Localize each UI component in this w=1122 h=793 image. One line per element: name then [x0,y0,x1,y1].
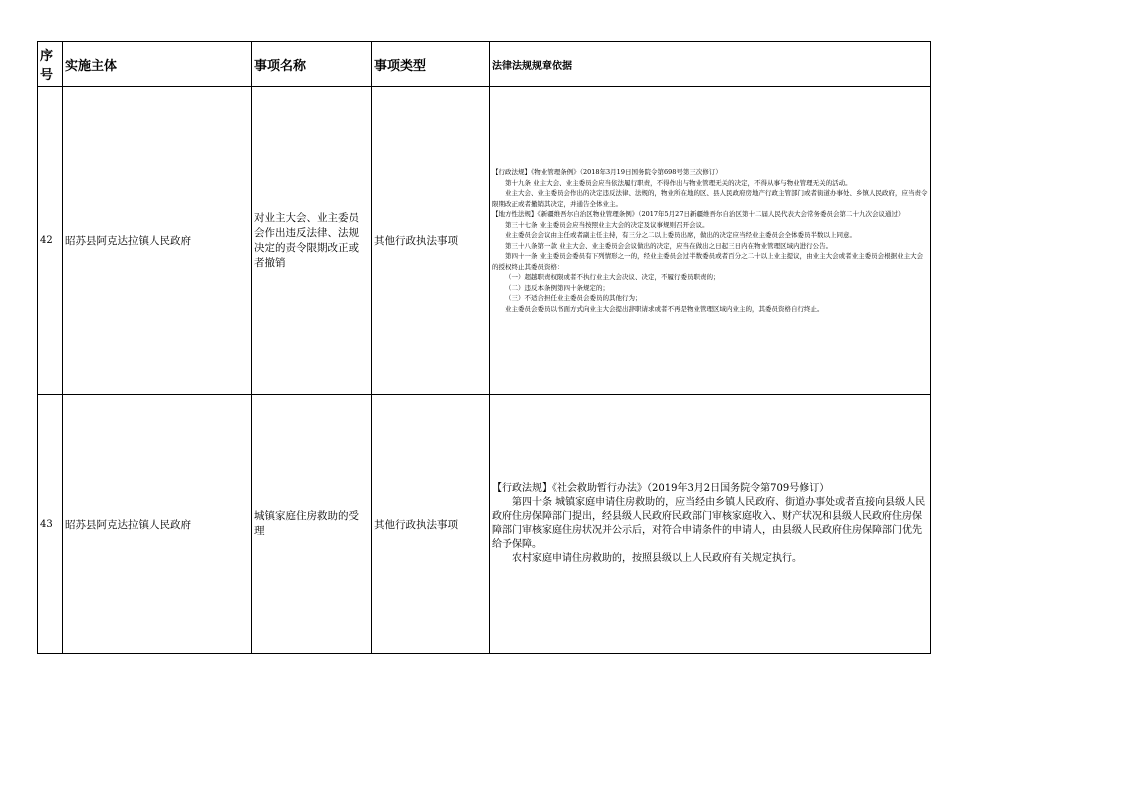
basis-line: 业主委员会会议由主任或者副主任主持，有三分之二以上委员出席，做出的决定应当经业主委员会全体委员半数以上同意。 [505,231,856,239]
basis-line: 业主委员会委员以书面方式向业主大会提出辞职请求或者不再是物业管理区域内业主的，其委员资格自行终止。 [505,304,824,313]
row-subject: 昭苏县阿克达拉镇人民政府 [63,87,252,395]
header-seq: 序号 [38,42,63,87]
basis-line: （二）违反本条例第四十条规定的； [505,283,609,292]
row-seq: 42 [38,87,63,395]
header-subject: 实施主体 [63,42,252,87]
basis-line: 第三十七条 业主委员会应当按照业主大会的决定及议事规则召开会议。 [505,220,709,229]
row-basis [490,87,931,395]
basis-line: 第四十条 城镇家庭申请住房救助的，应当经由乡镇人民政府、街道办事处或者直接向县级人民政府住房保障部门提出，经县级人民政府民政部门审核家庭收入、财产状况和县级人民政府住房保障部门审核家庭住房状况并公示后，对符合申请条件的申请人，由县级人民政府住房保障部门优先给予保障。 [492,497,926,550]
basis-line: （三）不适合担任业主委员会委员的其他行为； [505,294,642,302]
header-basis: 法律法规规章依据 [490,42,931,87]
row-subject: 昭苏县阿克达拉镇人民政府 [63,395,252,654]
header-type: 事项类型 [372,42,490,87]
header-row [38,42,931,87]
row-basis [490,395,931,654]
matters-table [37,41,931,654]
basis-line: 第三十八条第一款 业主大会、业主委员会会议做出的决定，应当在做出之日起三日内在物业管理区域内进行公告。 [505,241,833,250]
row-type: 其他行政执法事项 [372,395,490,654]
row-seq: 43 [38,395,63,654]
basis-line: 业主大会、业主委员会作出的决定违反法律、法规的，物业所在地的区、县人民政府房地产行政主管部门或者街道办事处、乡镇人民政府，应当责令限期改正或者撤销其决定，并通告全体业主。 [492,189,928,208]
basis-line: （一）超越职责权限或者不执行业主大会决议、决定，不履行委员职责的； [505,273,720,281]
row-name: 对业主大会、业主委员会作出违反法律、法规决定的责令限期改正或者撤销 [252,87,372,395]
row-type: 其他行政执法事项 [372,87,490,395]
table-row [38,87,931,395]
table-row [38,395,931,654]
basis-line: 【地方性法规】《新疆维吾尔自治区物业管理条例》（2017年5月27日新疆维吾尔自治区第十二届人民代表大会常务委员会第二十九次会议通过） [492,210,905,218]
basis-line: 【行政法规】《社会救助暂行办法》（2019年3月2日国务院令第709号修订） [492,483,830,494]
row-name: 城镇家庭住房救助的受理 [252,395,372,654]
basis-line: 第四十一条 业主委员会委员有下列情形之一的，经业主委员会过半数委员或者百分之二十以上业主提议，由业主大会或者业主委员会根据业主大会的授权终止其委员资格： [492,252,924,271]
basis-line: 【行政法规】《物业管理条例》（2018年3月19日国务院令第698号第三次修订） [492,168,722,176]
basis-line: 第十九条 业主大会、业主委员会应当依法履行职责，不得作出与物业管理无关的决定，不得从事与物业管理无关的活动。 [505,178,852,187]
header-name: 事项名称 [252,42,372,87]
basis-line: 农村家庭申请住房救助的，按照县级以上人民政府有关规定执行。 [512,553,802,564]
